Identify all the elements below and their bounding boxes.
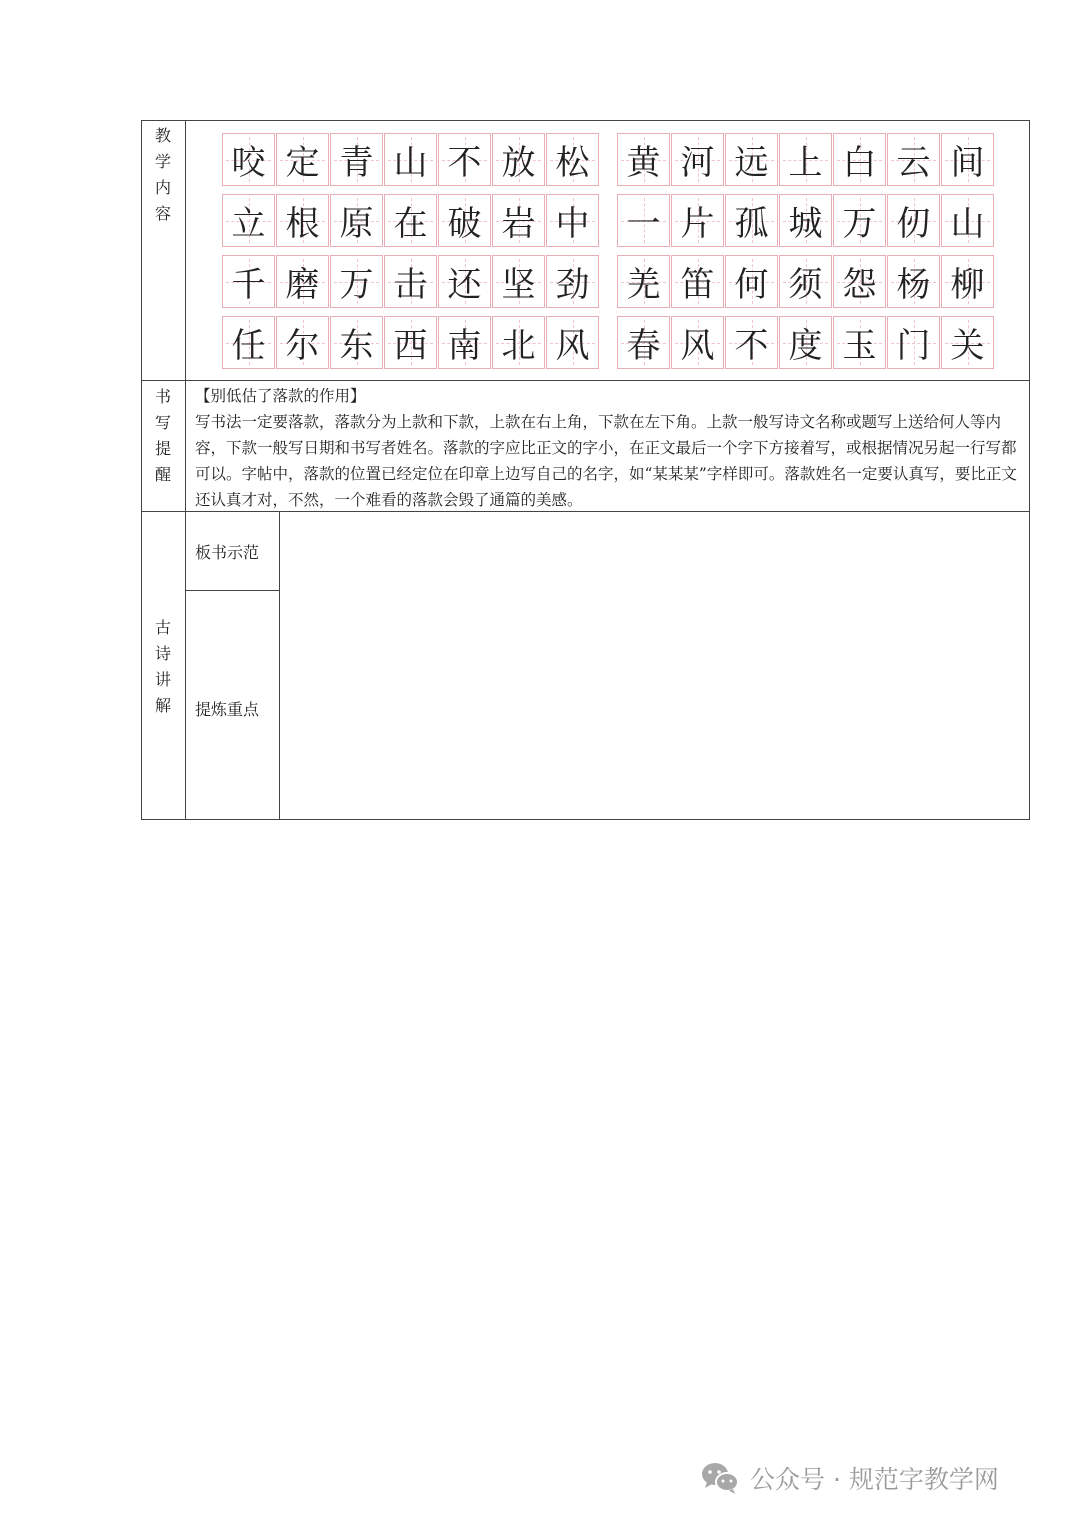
char-cell: 片 (671, 194, 724, 247)
char-cell: 破 (438, 194, 491, 247)
char-cell: 上 (779, 133, 832, 186)
key-points-label: 提炼重点 (195, 700, 260, 719)
poem-explanation-area (280, 512, 1029, 819)
char-cell: 怨 (833, 255, 886, 308)
grid-row (222, 316, 600, 369)
char-cell: 羌 (617, 255, 670, 308)
char-cell: 白 (833, 133, 886, 186)
char-cell: 坚 (492, 255, 545, 308)
char-cell: 咬 (222, 133, 275, 186)
char-cell: 北 (492, 316, 545, 369)
char-cell: 原 (330, 194, 383, 247)
grid-row (222, 133, 600, 186)
char-cell: 孤 (725, 194, 778, 247)
label-poem-explanation: 古 诗 讲 解 (154, 618, 171, 715)
char-cell: 风 (671, 316, 724, 369)
footer-text: 公众号 · 规范字教学网 (750, 1465, 999, 1494)
row-divider (142, 380, 1029, 381)
char-cell: 中 (546, 194, 599, 247)
char-cell: 仞 (887, 194, 940, 247)
char-cell: 关 (941, 316, 994, 369)
char-cell: 放 (492, 133, 545, 186)
char-cell: 千 (222, 255, 275, 308)
char-cell: 还 (438, 255, 491, 308)
char-cell: 万 (330, 255, 383, 308)
grid-row (222, 255, 600, 308)
char-cell: 立 (222, 194, 275, 247)
char-cell: 须 (779, 255, 832, 308)
char-cell: 山 (941, 194, 994, 247)
grid-row (617, 316, 995, 369)
char-cell: 劲 (546, 255, 599, 308)
char-cell: 度 (779, 316, 832, 369)
char-cell: 柳 (941, 255, 994, 308)
char-cell: 春 (617, 316, 670, 369)
char-cell: 门 (887, 316, 940, 369)
wechat-icon (700, 1461, 740, 1495)
char-cell: 在 (384, 194, 437, 247)
practice-grid-left (222, 133, 600, 377)
char-cell: 山 (384, 133, 437, 186)
label-column-divider (185, 121, 186, 819)
char-cell: 东 (330, 316, 383, 369)
char-cell: 定 (276, 133, 329, 186)
char-cell: 不 (438, 133, 491, 186)
writing-reminder-text (195, 383, 1025, 513)
char-cell: 磨 (276, 255, 329, 308)
char-cell: 万 (833, 194, 886, 247)
grid-row (617, 255, 995, 308)
reminder-title: 【别低估了落款的作用】 (195, 387, 366, 405)
char-cell: 玉 (833, 316, 886, 369)
char-cell: 击 (384, 255, 437, 308)
char-cell: 一 (617, 194, 670, 247)
label-teaching-content: 教 学 内 容 (154, 126, 171, 223)
footer-watermark (700, 1458, 999, 1498)
grid-row (617, 133, 995, 186)
char-cell: 西 (384, 316, 437, 369)
char-cell: 杨 (887, 255, 940, 308)
char-cell: 笛 (671, 255, 724, 308)
char-cell: 城 (779, 194, 832, 247)
char-cell: 尔 (276, 316, 329, 369)
char-cell: 岩 (492, 194, 545, 247)
char-cell: 间 (941, 133, 994, 186)
char-cell: 何 (725, 255, 778, 308)
grid-row (222, 194, 600, 247)
char-cell: 根 (276, 194, 329, 247)
char-cell: 黄 (617, 133, 670, 186)
char-cell: 南 (438, 316, 491, 369)
board-demo-label: 板书示范 (195, 543, 260, 562)
grid-row (617, 194, 995, 247)
sub-row-divider (186, 590, 280, 591)
char-cell: 远 (725, 133, 778, 186)
char-cell: 不 (725, 316, 778, 369)
char-cell: 风 (546, 316, 599, 369)
char-cell: 青 (330, 133, 383, 186)
char-cell: 云 (887, 133, 940, 186)
reminder-body: 写书法一定要落款，落款分为上款和下款，上款在右上角，下款在左下角。上款一般写诗文名称或题写上送给何人等内容，下款一般写日期和书写者姓名。落款的字应比正文的字小，在正文最后一个字下方接着写，或根据情况另起一行写都可以。字帖中，落款的位置已经定位在印章上边写自己的名字，如“某某某”字样即可。落款姓名一定要认真写，要比正文还认真才对，不然，一个难看的落款会毁了通篇的美感。 (195, 413, 1017, 509)
char-cell: 任 (222, 316, 275, 369)
char-cell: 河 (671, 133, 724, 186)
worksheet-table (141, 120, 1030, 820)
char-cell: 松 (546, 133, 599, 186)
label-writing-reminder: 书 写 提 醒 (154, 387, 171, 484)
practice-grid-right (617, 133, 995, 377)
